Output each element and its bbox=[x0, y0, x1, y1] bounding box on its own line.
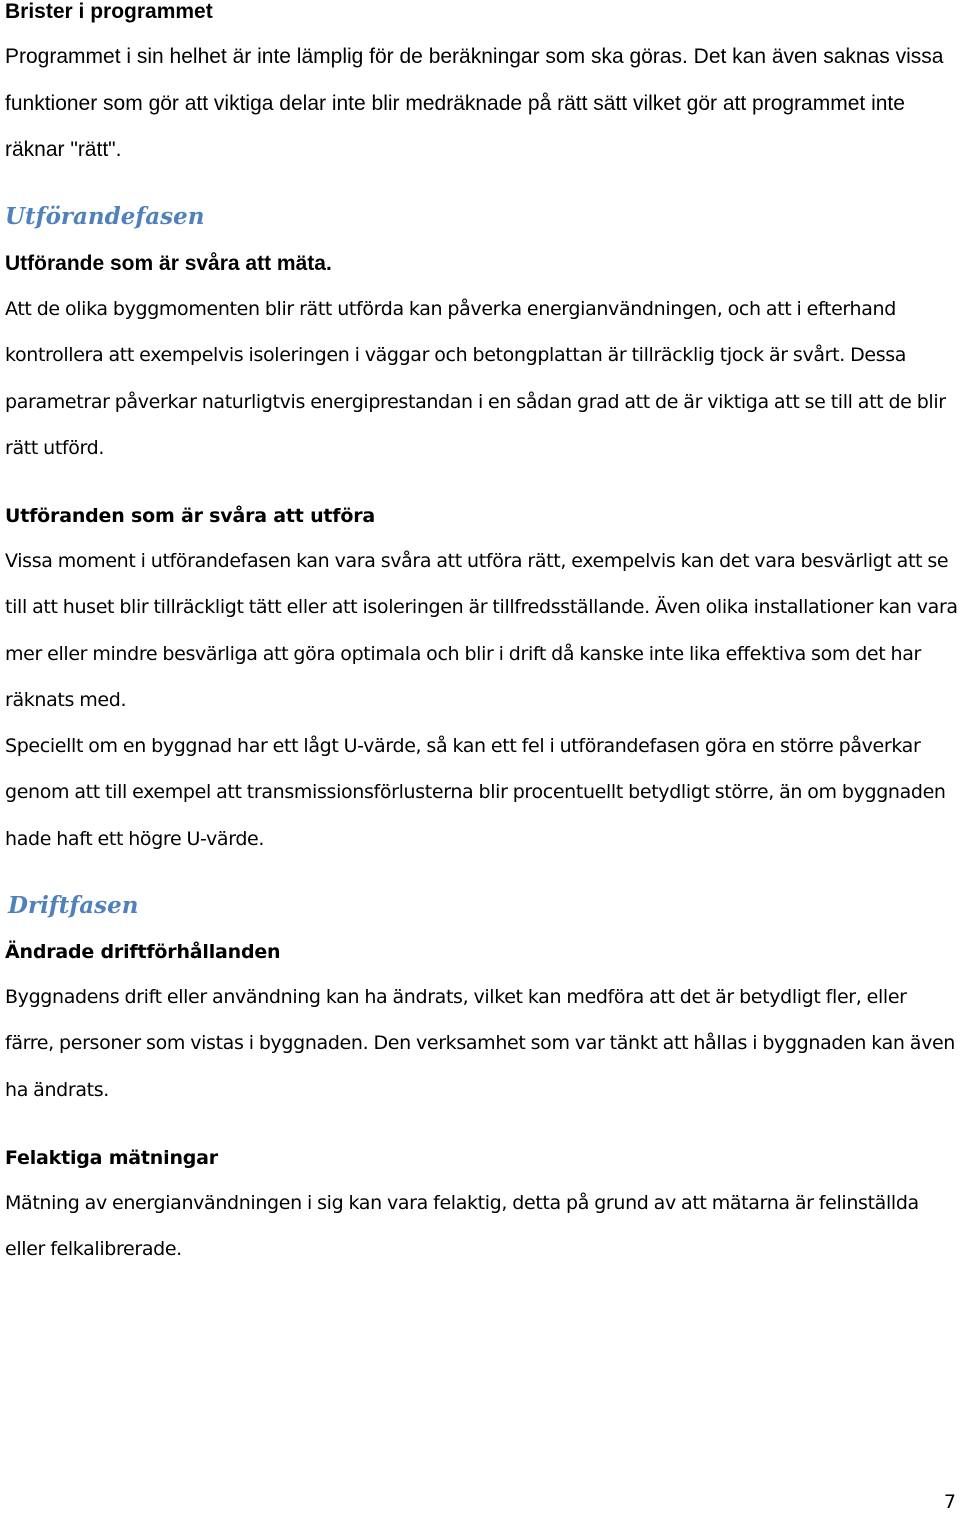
paragraph-byggmomenten: Att de olika byggmomenten blir rätt utförda kan påverka energianvändningen, och att i efterhand kontrollera att exempelvis isoleringen i väggar och betongplattan är tillräcklig tjock är svårt. Dessa parametrar påverkar naturligtvis energiprestandan i en sådan grad att de är viktiga att se till att de blir rätt utförd. bbox=[5, 298, 946, 459]
section-heading-brister: Brister i programmet bbox=[5, 0, 213, 23]
subheading-andrade-driftforhallanden: Ändrade driftförhållanden bbox=[5, 941, 281, 963]
subheading-felaktiga-matningar: Felaktiga mätningar bbox=[5, 1147, 218, 1169]
section-title-utforandefasen: Utförandefasen bbox=[5, 203, 205, 230]
subheading-svara-att-mata: Utförande som är svåra att mäta. bbox=[5, 252, 332, 275]
paragraph-u-varde: Speciellt om en byggnad har ett lågt U-värde, så kan ett fel i utförandefasen göra en större påverkar genom att till exempel att transmissionsförlusterna blir procentuellt betydligt större, än om byggnaden hade haft ett högre U-värde. bbox=[5, 735, 946, 850]
paragraph-vissa-moment: Vissa moment i utförandefasen kan vara svåra att utföra rätt, exempelvis kan det vara besvärligt att se till att huset blir tillräckligt tätt eller att isoleringen är tillfredsställande. Även olika installationer kan vara mer eller mindre besvärliga att göra optimala och blir i drift då kanske inte lika effektiva som det har räknats med. bbox=[5, 550, 958, 711]
paragraph-matning: Mätning av energianvändningen i sig kan vara felaktig, detta på grund av att mätarna är felinställda eller felkalibrerade. bbox=[5, 1192, 919, 1261]
paragraph-brister: Programmet i sin helhet är inte lämplig för de beräkningar som ska göras. Det kan även saknas vissa funktioner som gör att viktiga delar inte blir medräknade på rätt sätt vilket gör att programmet inte räknar "rätt". bbox=[5, 45, 944, 161]
page-number: 7 bbox=[943, 1491, 956, 1513]
subheading-svara-att-utfora: Utföranden som är svåra att utföra bbox=[5, 505, 375, 527]
section-title-driftfasen: Driftfasen bbox=[8, 892, 139, 919]
paragraph-byggnadens-drift: Byggnadens drift eller användning kan ha ändrats, vilket kan medföra att det är betydligt fler, eller färre, personer som vistas i byggnaden. Den verksamhet som var tänkt att hållas i byggnaden kan även ha ändrats. bbox=[5, 986, 956, 1101]
